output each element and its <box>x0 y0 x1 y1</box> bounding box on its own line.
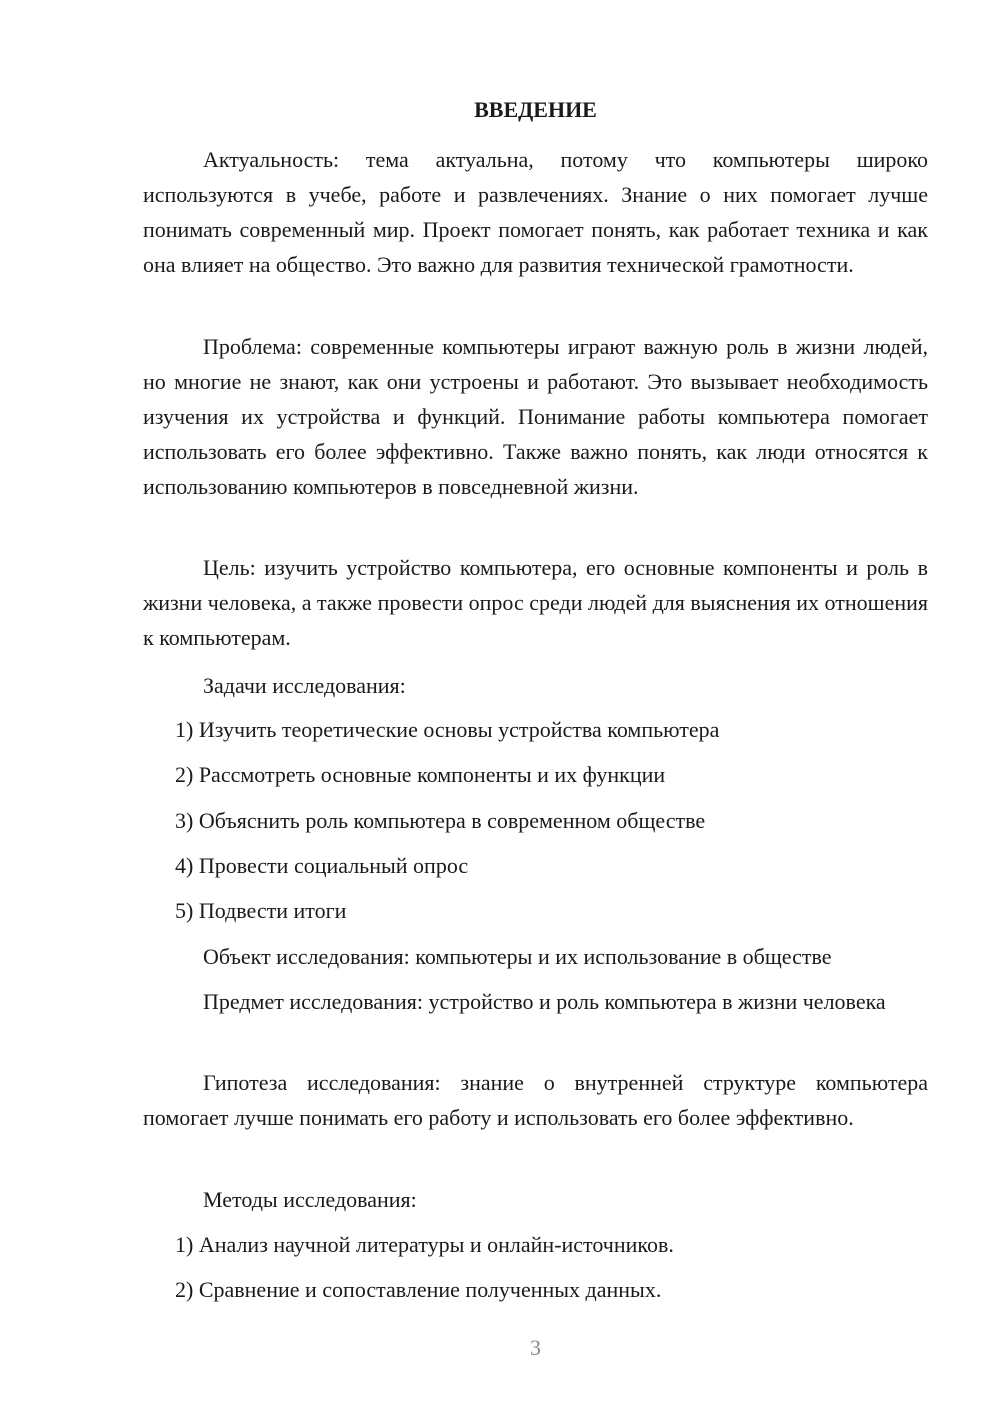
methods-title: Методы исследования: <box>203 1187 417 1212</box>
task-item-5: 5) Подвести итоги <box>175 898 347 923</box>
paragraph-hypothesis: Гипотеза исследования: знание о внутренней структуре компьютера помогает лучше понимать его работу и использовать его более эффективно. <box>143 1070 928 1130</box>
section-heading: ВВЕДЕНИЕ <box>474 97 597 122</box>
task-item-2: 2) Рассмотреть основные компоненты и их функции <box>175 762 666 787</box>
task-item-3: 3) Объяснить роль компьютера в современном обществе <box>175 808 706 833</box>
method-item-2: 2) Сравнение и сопоставление полученных данных. <box>175 1277 662 1302</box>
task-item-4: 4) Провести социальный опрос <box>175 853 469 878</box>
paragraph-problem: Проблема: современные компьютеры играют важную роль в жизни людей, но многие не знают, как они устроены и работают. Это вызывает необходимость изучения их устройства и функций. Понимание работы компьютера помогает использовать его более эффективно. Также важно понять, как люди относятся к использованию компьютеров в повседневной жизни. <box>143 334 928 499</box>
page-number: 3 <box>530 1335 541 1360</box>
tasks-title: Задачи исследования: <box>203 673 406 698</box>
paragraph-subject: Предмет исследования: устройство и роль компьютера в жизни человека <box>203 989 886 1014</box>
task-item-1: 1) Изучить теоретические основы устройства компьютера <box>175 717 720 742</box>
method-item-1: 1) Анализ научной литературы и онлайн-источников. <box>175 1232 674 1257</box>
paragraph-goal: Цель: изучить устройство компьютера, его основные компоненты и роль в жизни человека, а также провести опрос среди людей для выяснения их отношения к компьютерам. <box>143 555 928 650</box>
paragraph-object: Объект исследования: компьютеры и их использование в обществе <box>203 944 832 969</box>
paragraph-relevance: Актуальность: тема актуальна, потому что компьютеры широко используются в учебе, работе и развлечениях. Знание о них помогает лучше понимать современный мир. Проект помогает понять, как работает техника и как она влияет на общество. Это важно для развития технической грамотности. <box>143 147 928 277</box>
